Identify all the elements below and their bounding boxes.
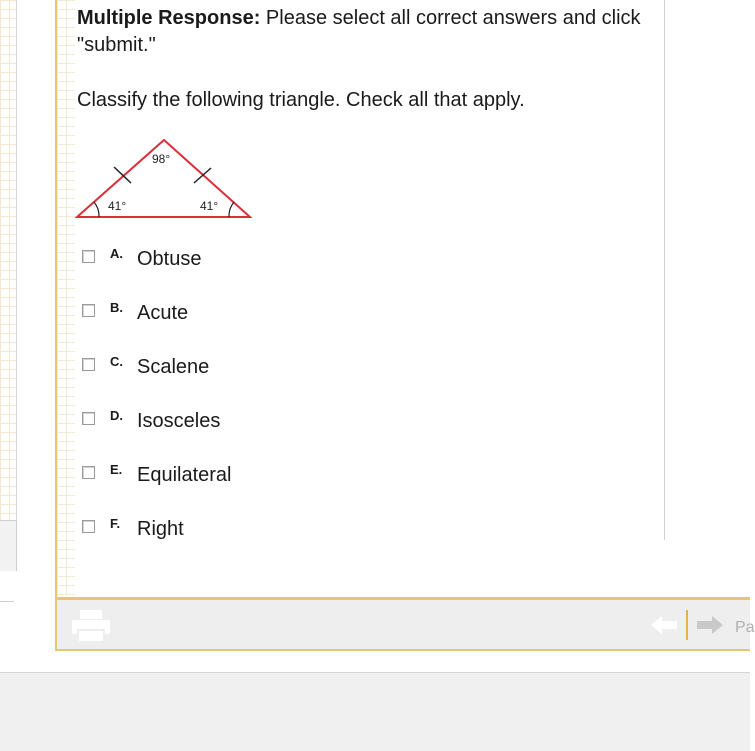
arrow-left-icon[interactable]	[651, 616, 677, 634]
left-panel-footer	[0, 520, 17, 571]
printer-icon[interactable]	[71, 609, 111, 643]
checkbox-b[interactable]	[82, 304, 95, 317]
choice-letter: D.	[110, 408, 123, 423]
choice-letter: F.	[110, 516, 121, 531]
question-grid-margin	[57, 0, 75, 596]
choice-letter: A.	[110, 246, 123, 261]
angle-label-top: 98°	[152, 152, 171, 166]
nav-separator	[686, 610, 688, 640]
question-instructions	[77, 5, 657, 59]
bottom-toolbar	[55, 597, 755, 651]
choice-label[interactable]: Isosceles	[137, 410, 221, 432]
tick-mark-left	[114, 167, 131, 183]
instructions-text: Please select all correct answers and click "submit."	[77, 7, 641, 56]
choice-letter: B.	[110, 300, 123, 315]
page-label: Pa	[735, 619, 755, 636]
arrow-right-icon[interactable]	[697, 616, 723, 634]
angle-label-right: 41°	[200, 199, 219, 213]
checkbox-e[interactable]	[82, 466, 95, 479]
question-type-label: Multiple Response:	[77, 7, 261, 29]
choice-label[interactable]: Acute	[137, 302, 189, 324]
angle-arc-right	[229, 202, 234, 217]
choice-label[interactable]: Obtuse	[137, 248, 202, 270]
checkbox-f[interactable]	[82, 520, 95, 533]
choice-letter: E.	[110, 462, 123, 477]
angle-label-left: 41°	[108, 199, 127, 213]
choice-label[interactable]: Scalene	[137, 356, 210, 378]
checkbox-d[interactable]	[82, 412, 95, 425]
choice-label[interactable]: Right	[137, 518, 184, 540]
choice-letter: C.	[110, 354, 123, 369]
checkbox-a[interactable]	[82, 250, 95, 263]
left-grid-panel	[0, 0, 17, 520]
choice-label[interactable]: Equilateral	[137, 464, 232, 486]
triangle-figure	[72, 136, 256, 222]
question-prompt: Classify the following triangle. Check all that apply.	[77, 89, 525, 111]
content-divider	[664, 0, 665, 540]
left-divider	[0, 601, 14, 602]
checkbox-c[interactable]	[82, 358, 95, 371]
angle-arc-left	[94, 202, 99, 217]
footer-area	[0, 672, 750, 751]
